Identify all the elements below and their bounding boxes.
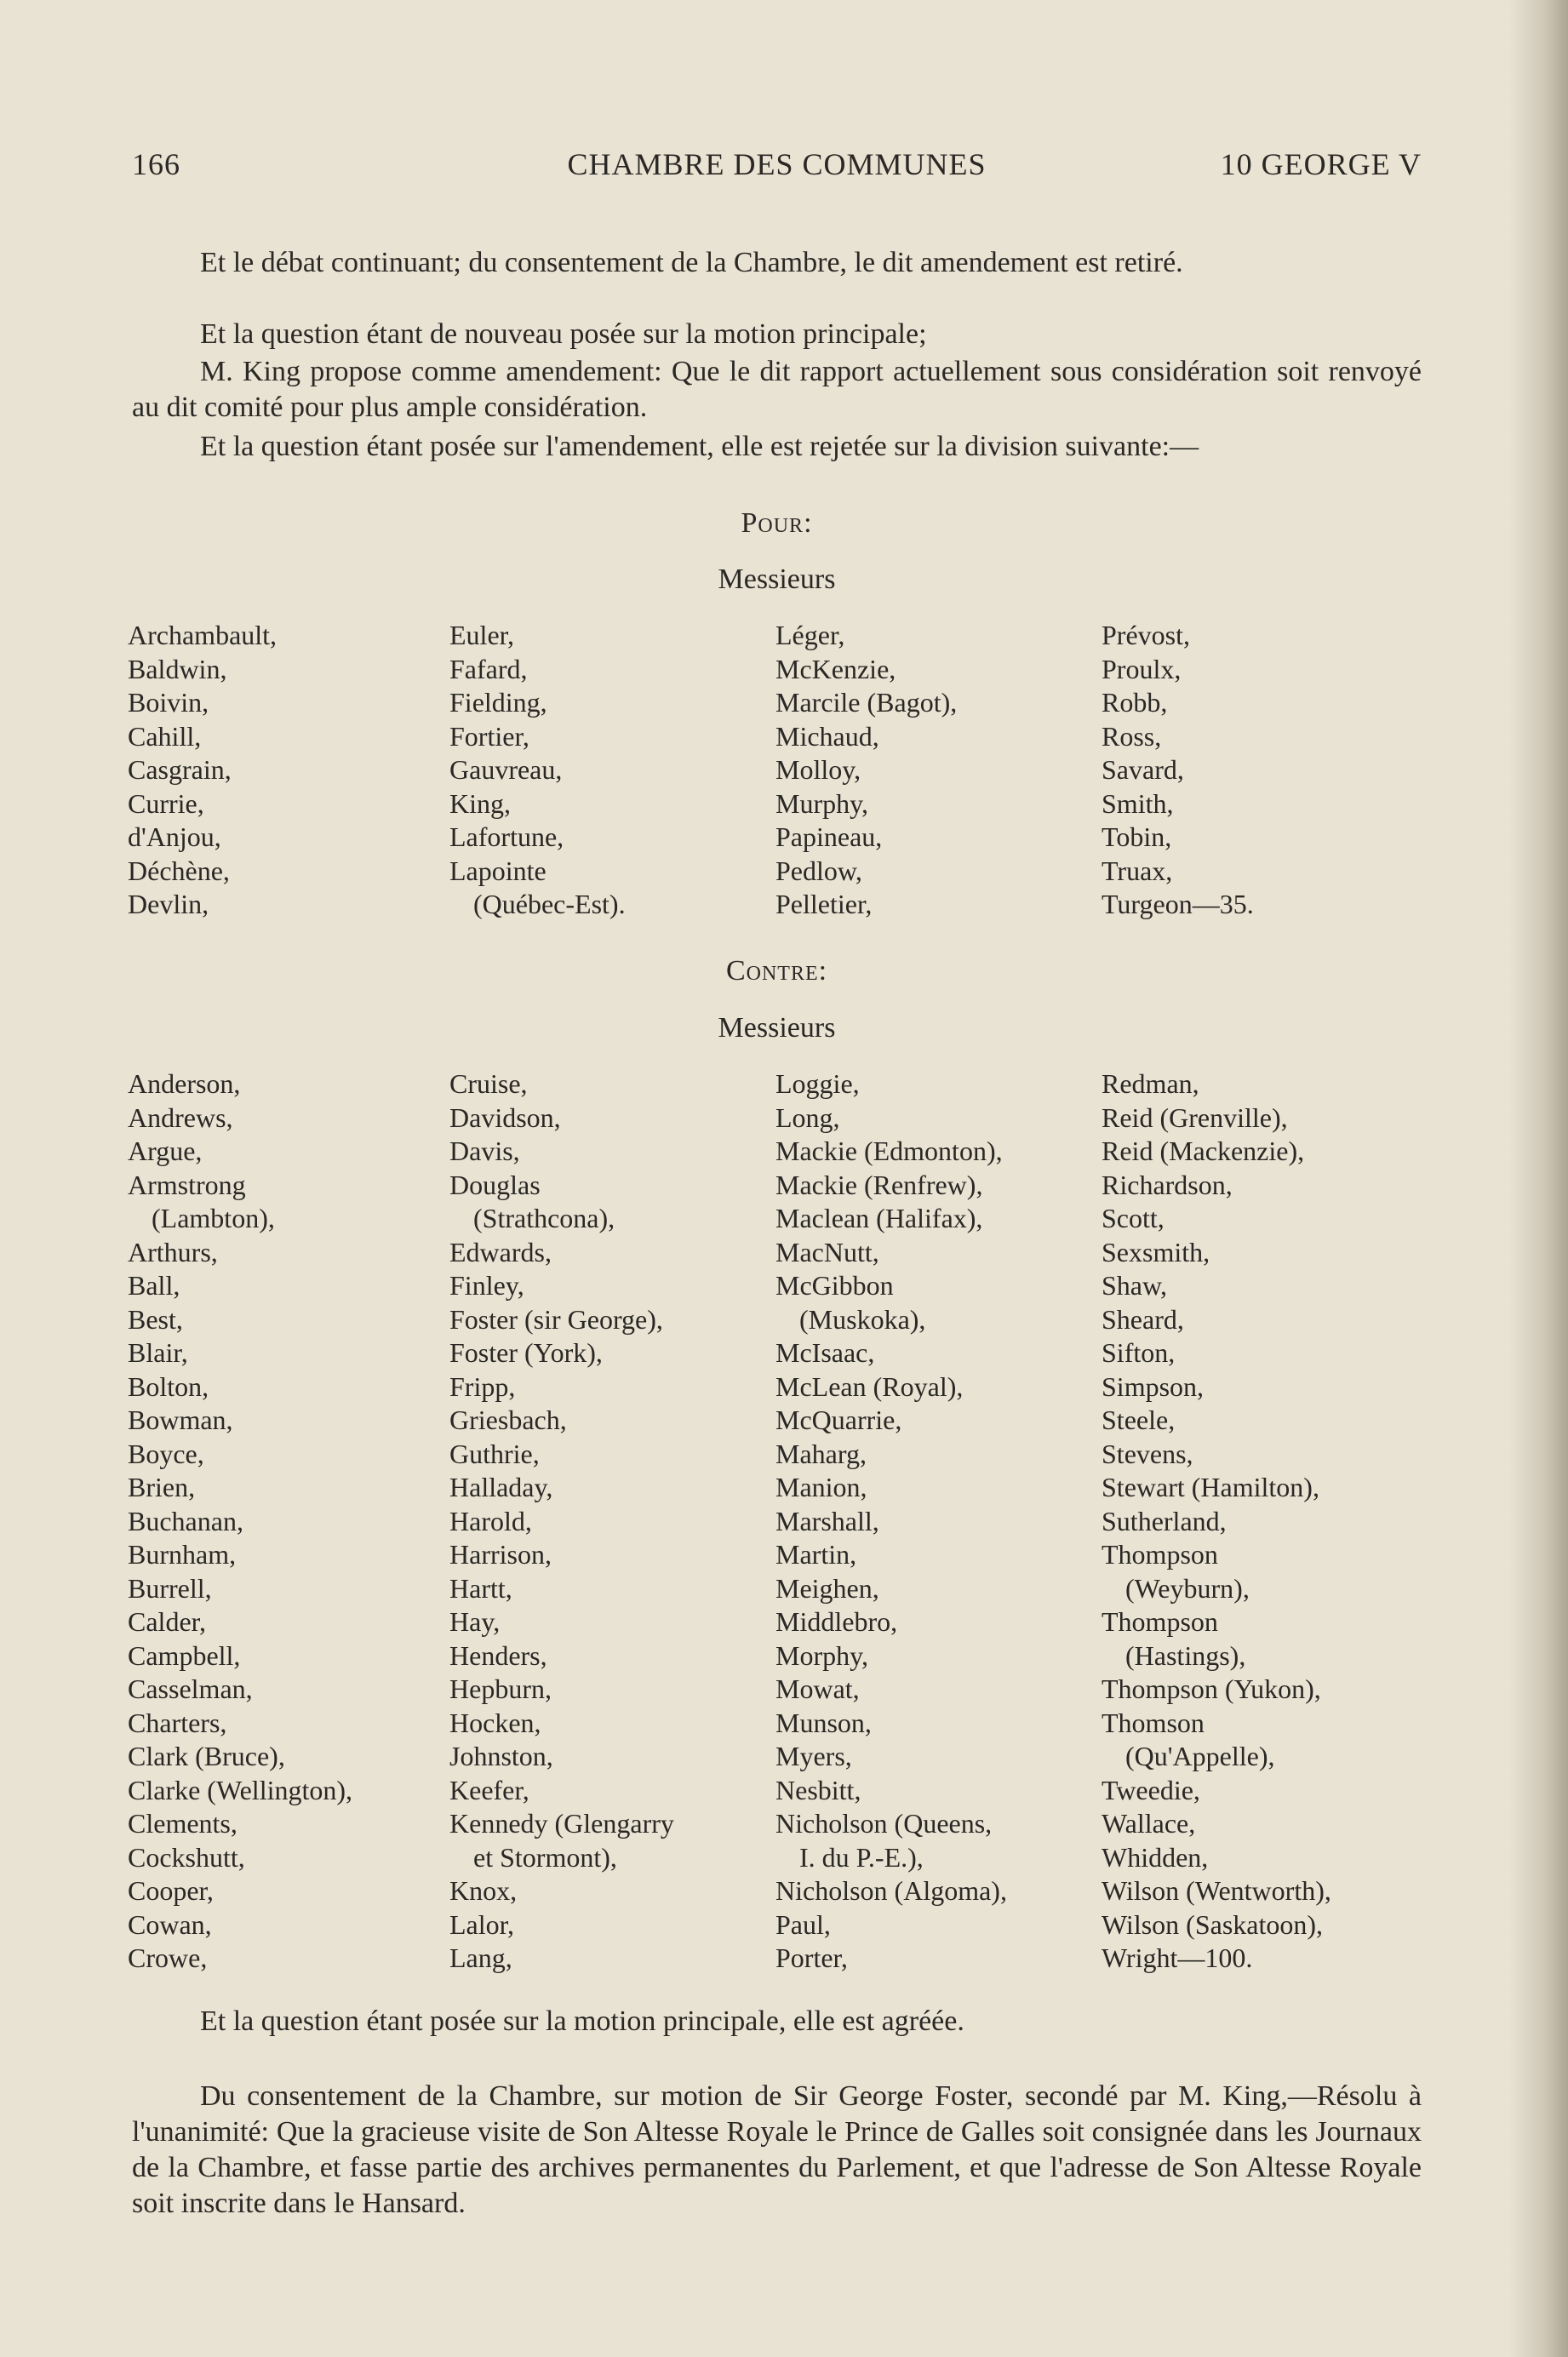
contre-column bbox=[449, 1067, 775, 1976]
member-name: MacNutt, bbox=[775, 1236, 879, 1267]
member-name: Anderson, bbox=[128, 1068, 241, 1099]
member-name: Halladay, bbox=[449, 1472, 553, 1502]
member-name: (Hastings), bbox=[1125, 1639, 1246, 1671]
paragraph-division: Et la question étant posée sur l'amendement, elle est rejetée sur la division suivante:— bbox=[200, 431, 1199, 462]
member-name: Campbell, bbox=[128, 1639, 241, 1671]
member-name: Pelletier, bbox=[775, 889, 873, 919]
member-name: Thompson bbox=[1102, 1539, 1218, 1570]
member-name: Sheard, bbox=[1102, 1303, 1184, 1335]
member-name: (Weyburn), bbox=[1125, 1572, 1250, 1604]
member-name: (Lambton), bbox=[152, 1203, 275, 1233]
contre-column bbox=[128, 1067, 449, 1976]
pour-messieurs: Messieurs bbox=[718, 564, 836, 595]
member-name: Cooper, bbox=[128, 1875, 214, 1906]
member-name: Casselman, bbox=[128, 1673, 253, 1704]
page-edge-shadow bbox=[1508, 0, 1568, 2357]
member-name: Hepburn, bbox=[449, 1673, 552, 1704]
member-name: Manion, bbox=[775, 1472, 867, 1502]
member-name: Savard, bbox=[1102, 754, 1184, 785]
member-name: Prévost, bbox=[1102, 620, 1190, 650]
member-name: Fielding, bbox=[449, 687, 547, 718]
member-name: Hocken, bbox=[449, 1707, 541, 1738]
member-name: Redman, bbox=[1102, 1068, 1199, 1099]
member-name: Blair, bbox=[128, 1337, 188, 1368]
member-name: McGibbon bbox=[775, 1270, 894, 1301]
member-name: Cowan, bbox=[128, 1908, 212, 1940]
member-name: Proulx, bbox=[1102, 653, 1182, 684]
member-name: Armstrong bbox=[128, 1169, 246, 1200]
paragraph-question: Et la question étant de nouveau posée sur la motion principale; bbox=[200, 318, 927, 350]
member-name: Nicholson (Algoma), bbox=[775, 1875, 1007, 1906]
member-name: Knox, bbox=[449, 1875, 518, 1906]
member-name: Maharg, bbox=[775, 1438, 867, 1469]
member-name: Stevens, bbox=[1102, 1438, 1193, 1469]
member-name: Stewart (Hamilton), bbox=[1102, 1472, 1319, 1502]
member-name: Scott, bbox=[1102, 1203, 1165, 1233]
member-name: Davis, bbox=[449, 1136, 520, 1166]
member-name: Casgrain, bbox=[128, 754, 232, 785]
member-name: Archambault, bbox=[128, 620, 278, 650]
member-name: Guthrie, bbox=[449, 1438, 540, 1469]
member-name: Buchanan, bbox=[128, 1505, 243, 1536]
member-name: Middlebro, bbox=[775, 1606, 898, 1637]
pour-column bbox=[449, 619, 775, 922]
member-name: Calder, bbox=[128, 1606, 207, 1637]
paragraph-adopted: Et la question étant posée sur la motion principale, elle est agréée. bbox=[200, 2005, 964, 2037]
member-name: Fripp, bbox=[449, 1370, 516, 1402]
contre-column bbox=[775, 1067, 1102, 1976]
page-number: 166 bbox=[132, 147, 180, 181]
member-name: Meighen, bbox=[775, 1572, 879, 1604]
member-name: Andrews, bbox=[128, 1101, 233, 1133]
pour-heading: Pour: bbox=[741, 507, 813, 539]
pour-name-list bbox=[128, 619, 1422, 922]
member-name: Déchène, bbox=[128, 855, 230, 886]
member-name: Bolton, bbox=[128, 1370, 209, 1402]
member-name: Burrell, bbox=[128, 1572, 212, 1604]
pour-column bbox=[775, 619, 1102, 922]
header-session: 10 GEORGE V bbox=[1220, 147, 1422, 181]
header-title: CHAMBRE DES COMMUNES bbox=[567, 147, 987, 181]
member-name: Murphy, bbox=[775, 787, 869, 819]
member-name: Bowman, bbox=[128, 1404, 233, 1435]
running-header bbox=[132, 146, 1422, 189]
contre-heading: Contre: bbox=[725, 955, 828, 987]
paragraph-resolution: Du consentement de la Chambre, sur motion de Sir George Foster, secondé par M. King,—Résolu à l'unanimité: Que la gracieuse visite de Son Altesse Royale le Prince de Galles soit consignée dans les Journaux de la Chambre, et fasse partie des archives permanentes du Parlement, et que l'adresse de Son Altesse Royale soit inscrite dans le Hansard. bbox=[132, 2080, 1422, 2219]
member-name: Reid (Grenville), bbox=[1102, 1101, 1288, 1133]
member-name: Sutherland, bbox=[1102, 1505, 1227, 1536]
member-name: Myers, bbox=[775, 1741, 852, 1771]
member-name: Martin, bbox=[775, 1539, 857, 1570]
member-name: I. du P.-E.), bbox=[799, 1841, 924, 1873]
member-name: Clark (Bruce), bbox=[128, 1741, 285, 1771]
member-name: Reid (Mackenzie), bbox=[1102, 1136, 1305, 1166]
member-name: McKenzie, bbox=[775, 653, 896, 684]
member-name: Keefer, bbox=[449, 1774, 529, 1805]
pour-column bbox=[1102, 619, 1422, 922]
member-name: Boivin, bbox=[128, 687, 209, 718]
member-name: Morphy, bbox=[775, 1639, 869, 1671]
member-name: Papineau, bbox=[775, 821, 883, 852]
member-name: Arthurs, bbox=[128, 1236, 218, 1267]
member-name: Sifton, bbox=[1102, 1337, 1176, 1368]
member-name: Davidson, bbox=[449, 1101, 561, 1133]
member-name: Truax, bbox=[1102, 855, 1173, 886]
member-name: Wilson (Wentworth), bbox=[1102, 1875, 1331, 1906]
member-name: Marcile (Bagot), bbox=[775, 687, 958, 718]
member-name: Lalor, bbox=[449, 1908, 515, 1940]
contre-column bbox=[1102, 1067, 1422, 1976]
member-name: Wright—100. bbox=[1102, 1942, 1253, 1973]
member-name: Tweedie, bbox=[1102, 1774, 1200, 1805]
member-name: (Strathcona), bbox=[473, 1203, 615, 1233]
paragraph-debate: Et le débat continuant; du consentement de la Chambre, le dit amendement est retiré. bbox=[200, 247, 1183, 278]
member-name: Burnham, bbox=[128, 1539, 237, 1570]
member-name: Munson, bbox=[775, 1707, 872, 1738]
member-name: Foster (York), bbox=[449, 1337, 603, 1368]
member-name: Nesbitt, bbox=[775, 1774, 861, 1805]
member-name: Porter, bbox=[775, 1942, 848, 1973]
member-name: McIsaac, bbox=[775, 1337, 875, 1368]
member-name: Smith, bbox=[1102, 787, 1174, 819]
member-name: Baldwin, bbox=[128, 653, 227, 684]
member-name: et Stormont), bbox=[473, 1841, 617, 1873]
member-name: Brien, bbox=[128, 1472, 196, 1502]
member-name: Thomson bbox=[1102, 1707, 1205, 1738]
member-name: Thompson (Yukon), bbox=[1102, 1673, 1321, 1704]
member-name: Gauvreau, bbox=[449, 754, 563, 785]
member-name: (Québec-Est). bbox=[473, 889, 626, 919]
member-name: Boyce, bbox=[128, 1438, 204, 1469]
member-name: Argue, bbox=[128, 1136, 203, 1166]
member-name: Long, bbox=[775, 1101, 840, 1133]
member-name: Mowat, bbox=[775, 1673, 860, 1704]
member-name: d'Anjou, bbox=[128, 821, 221, 852]
member-name: Lafortune, bbox=[449, 821, 564, 852]
member-name: Hartt, bbox=[449, 1572, 512, 1604]
member-name: Euler, bbox=[449, 620, 515, 650]
member-name: Lang, bbox=[449, 1942, 512, 1973]
member-name: King, bbox=[449, 787, 511, 819]
member-name: Lapointe bbox=[449, 855, 547, 886]
member-name: Cahill, bbox=[128, 720, 202, 752]
member-name: Ball, bbox=[128, 1270, 180, 1301]
member-name: Wilson (Saskatoon), bbox=[1102, 1908, 1324, 1940]
member-name: Devlin, bbox=[128, 889, 209, 919]
member-name: Marshall, bbox=[775, 1505, 879, 1536]
contre-name-list bbox=[128, 1067, 1422, 1976]
member-name: Clarke (Wellington), bbox=[128, 1774, 353, 1805]
member-name: (Qu'Appelle), bbox=[1125, 1741, 1275, 1771]
member-name: Léger, bbox=[775, 620, 845, 650]
member-name: Foster (sir George), bbox=[449, 1303, 663, 1335]
member-name: Cruise, bbox=[449, 1068, 528, 1099]
member-name: Hay, bbox=[449, 1606, 501, 1637]
member-name: Loggie, bbox=[775, 1068, 860, 1099]
member-name: Finley, bbox=[449, 1270, 524, 1301]
member-name: Johnston, bbox=[449, 1741, 553, 1771]
member-name: Henders, bbox=[449, 1639, 547, 1671]
member-name: Maclean (Halifax), bbox=[775, 1203, 983, 1233]
member-name: Michaud, bbox=[775, 720, 879, 752]
member-name: Fortier, bbox=[449, 720, 529, 752]
member-name: Crowe, bbox=[128, 1942, 208, 1973]
member-name: Cockshutt, bbox=[128, 1841, 245, 1873]
member-name: Richardson, bbox=[1102, 1169, 1233, 1200]
contre-messieurs: Messieurs bbox=[718, 1012, 836, 1044]
member-name: Best, bbox=[128, 1303, 183, 1335]
member-name: Mackie (Renfrew), bbox=[775, 1169, 983, 1200]
member-name: Charters, bbox=[128, 1707, 227, 1738]
member-name: McQuarrie, bbox=[775, 1404, 902, 1435]
member-name: Sexsmith, bbox=[1102, 1236, 1210, 1267]
member-name: Nicholson (Queens, bbox=[775, 1808, 993, 1839]
member-name: Griesbach, bbox=[449, 1404, 567, 1435]
member-name: Molloy, bbox=[775, 754, 861, 785]
member-name: Pedlow, bbox=[775, 855, 862, 886]
member-name: Simpson, bbox=[1102, 1370, 1205, 1402]
member-name: Fafard, bbox=[449, 653, 528, 684]
member-name: Harold, bbox=[449, 1505, 532, 1536]
member-name: Currie, bbox=[128, 787, 204, 819]
member-name: Clements, bbox=[128, 1808, 237, 1839]
member-name: Douglas bbox=[449, 1169, 541, 1200]
member-name: Thompson bbox=[1102, 1606, 1218, 1637]
member-name: Wallace, bbox=[1102, 1808, 1196, 1839]
member-name: Paul, bbox=[775, 1908, 831, 1940]
member-name: Harrison, bbox=[449, 1539, 552, 1570]
member-name: Steele, bbox=[1102, 1404, 1176, 1435]
member-name: Shaw, bbox=[1102, 1270, 1168, 1301]
member-name: Turgeon—35. bbox=[1102, 889, 1254, 919]
member-name: Edwards, bbox=[449, 1236, 552, 1267]
pour-column bbox=[128, 619, 449, 922]
member-name: Ross, bbox=[1102, 720, 1162, 752]
member-name: Mackie (Edmonton), bbox=[775, 1136, 1003, 1166]
member-name: McLean (Royal), bbox=[775, 1370, 964, 1402]
paragraph-amendment: M. King propose comme amendement: Que le dit rapport actuellement sous considération soit renvoyé au dit comité pour plus ample considération. bbox=[132, 356, 1422, 423]
member-name: Tobin, bbox=[1102, 821, 1172, 852]
member-name: Kennedy (Glengarry bbox=[449, 1808, 674, 1839]
member-name: Robb, bbox=[1102, 687, 1168, 718]
member-name: Whidden, bbox=[1102, 1841, 1209, 1873]
member-name: (Muskoka), bbox=[799, 1303, 926, 1335]
